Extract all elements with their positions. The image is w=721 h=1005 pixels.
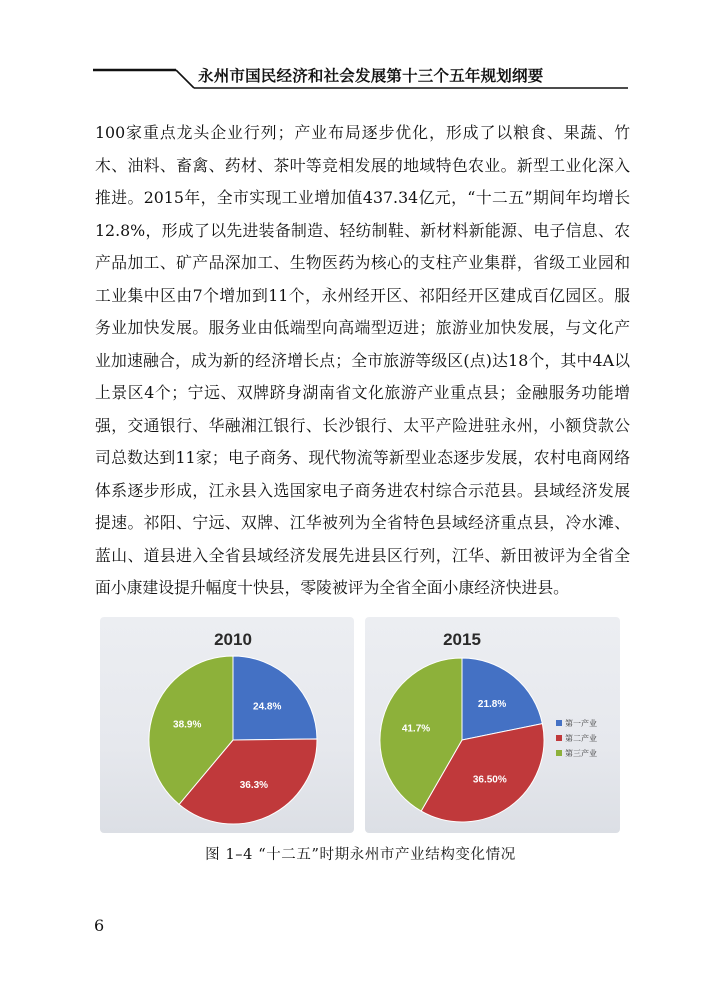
body-paragraph: 100家重点龙头企业行列；产业布局逐步优化，形成了以粮食、果蔬、竹木、油料、畜禽、药材、茶叶等竞相发展的地域特色农业。新型工业化深入推进。2015年，全市实现工业增加值437.34亿元，“十二五”期间年均增长12.8%，形成了以先进装备制造、轻纺制鞋、新材料新能源、电子信息、农产品加工、矿产品深加工、生物医药为核心的支柱产业集群，省级工业园和工业集中区由7个增加到11个，永州经开区、祁阳经开区建成百亿园区。服务业加快发展。服务业由低端型向高端型迈进；旅游业加快发展，与文化产业加速融合，成为新的经济增长点；全市旅游等级区(点)达18个，其中4A以上景区4个；宁远、双牌跻身湖南省文化旅游产业重点县；金融服务功能增强，交通银行、华融湘江银行、长沙银行、太平产险进驻永州，小额贷款公司总数达到11家；电子商务、现代物流等新型业态逐步发展，农村电商网络体系逐步形成，江永县入选国家电子商务进农村综合示范县。县域经济发展提速。祁阳、宁远、双牌、江华被列为全省特色县域经济重点县，冷水滩、蓝山、道县进入全省县域经济发展先进县区行列，江华、新田被评为全省全面小康建设提升幅度十快县，零陵被评为全省全面小康经济快进县。 [95,123,630,597]
chart-2015-label-secondary: 36.50% [472,774,507,786]
chart-2010-label-primary: 24.8% [253,701,282,713]
chart-2015-label-primary: 21.8% [477,699,507,711]
chart-2015-label-tertiary: 41.7% [401,723,431,735]
chart-2015-legend-swatch-tertiary [556,750,562,756]
chart-2010-title: 2010 [214,630,252,649]
chart-2015-title: 2015 [443,630,481,649]
chart-2015-legend-swatch-secondary [556,735,562,741]
chart-2010-label-tertiary: 38.9% [173,719,202,731]
pie-chart-2010-svg [100,617,354,833]
chart-2015-legend-primary: 第一产业 [565,719,597,728]
chart-2015-legend-tertiary: 第三产业 [565,749,597,758]
header-title: 永州市国民经济和社会发展第十三个五年规划纲要 [198,66,544,85]
pie-chart-2010 [100,617,354,833]
figure [100,617,620,833]
pie-chart-2015 [365,617,620,833]
page-number: 6 [94,916,105,935]
body-text [95,117,630,605]
chart-2010-slice-primary [233,656,317,740]
chart-2010-label-secondary: 36.3% [239,780,269,791]
chart-2015-legend-swatch-primary [556,720,562,726]
chart-2015-legend-secondary: 第二产业 [565,734,597,743]
figure-caption: 图 1–4 “十二五”时期永州市产业结构变化情况 [205,847,516,863]
pie-chart-2015-svg [365,617,620,833]
running-header [0,0,721,100]
